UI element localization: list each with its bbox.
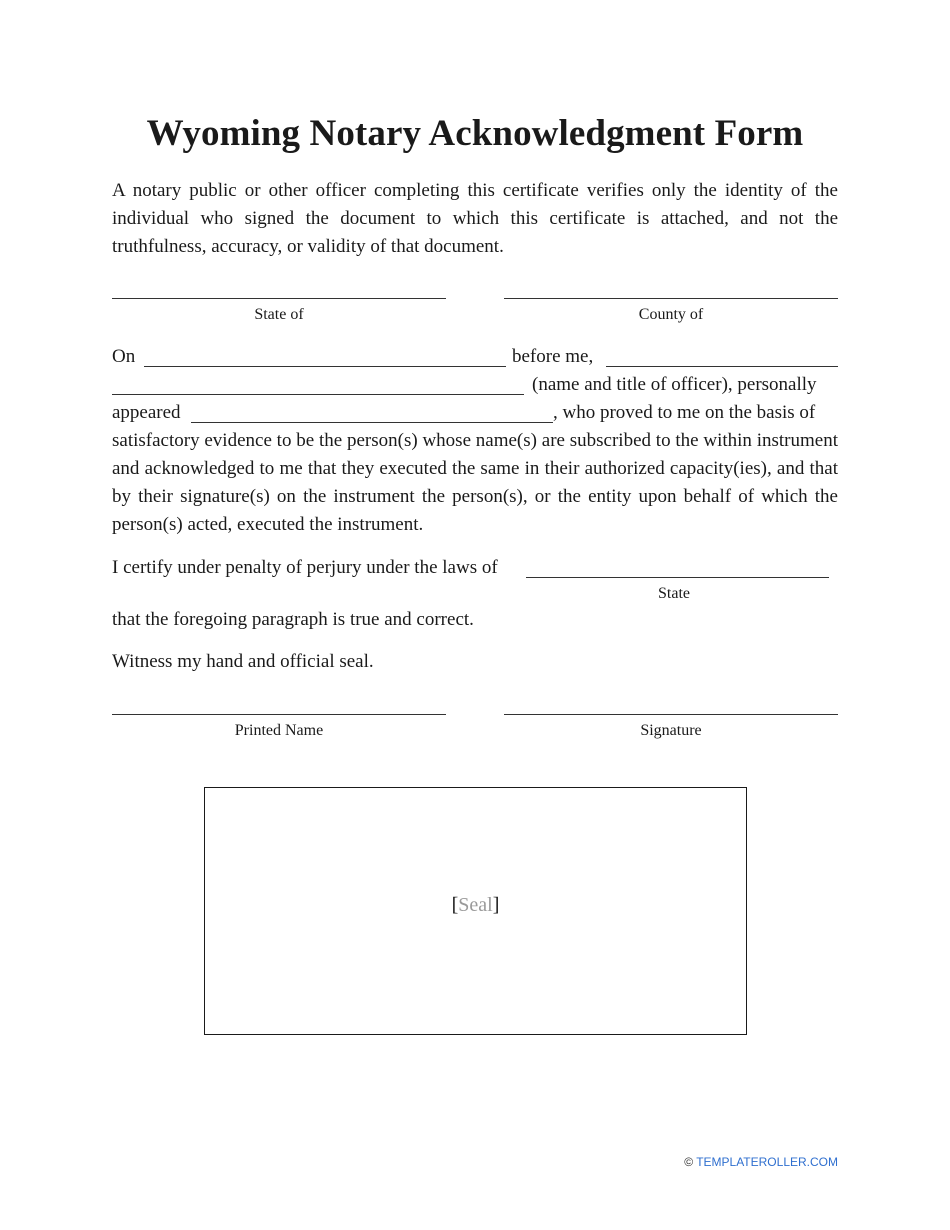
seal-open-bracket: [	[451, 894, 459, 916]
appeared-label: appeared	[112, 402, 181, 423]
signature-caption: Signature	[640, 722, 702, 739]
officer-blank-2[interactable]	[112, 394, 524, 395]
before-me-label: before me,	[512, 346, 594, 367]
templateroller-link[interactable]: TEMPLATEROLLER.COM	[696, 1155, 838, 1169]
seal-close-bracket: ]	[492, 894, 500, 916]
seal-word: Seal	[458, 894, 493, 916]
name-title-label: (name and title of officer), personally	[532, 374, 817, 395]
officer-blank-1[interactable]	[606, 366, 838, 367]
foregoing-statement: that the foregoing paragraph is true and correct.	[112, 609, 474, 630]
intro-paragraph: A notary public or other officer completing this certificate verifies only the identity of the individual who signed the document to which this certificate is attached, and not the truthfulness, accuracy, or validity of that document.	[112, 180, 838, 257]
certify-state-caption: State	[658, 585, 690, 602]
document-title: Wyoming Notary Acknowledgment Form	[146, 113, 804, 154]
certify-state-blank[interactable]	[526, 577, 829, 578]
signature-line[interactable]	[504, 714, 838, 715]
footer-credit	[684, 1155, 838, 1169]
state-of-caption: State of	[254, 306, 304, 323]
signer-name-blank[interactable]	[191, 422, 553, 423]
ack-line-1	[112, 343, 838, 371]
certify-statement: I certify under penalty of perjury under the laws of	[112, 557, 498, 578]
printed-name-caption: Printed Name	[234, 722, 324, 739]
copyright-icon: ©	[684, 1155, 694, 1169]
witness-statement: Witness my hand and official seal.	[112, 651, 374, 672]
ack-line-2	[112, 371, 838, 399]
ack-line-3	[112, 399, 838, 427]
proved-label: , who proved to me on the basis of	[553, 402, 816, 423]
acknowledgment-body: satisfactory evidence to be the person(s) whose name(s) are subscribed to the within instrument and acknowledged to me that they executed the same in their authorized capacity(ies), and that by their signature(s) on the instrument the person(s), or the entity upon behalf of which the person(s) acted, executed the instrument.	[112, 430, 838, 535]
state-of-line[interactable]	[112, 298, 446, 299]
county-of-line[interactable]	[504, 298, 838, 299]
on-label: On	[112, 346, 136, 367]
printed-name-line[interactable]	[112, 714, 446, 715]
county-of-caption: County of	[638, 306, 704, 323]
seal-placeholder	[205, 894, 746, 917]
date-blank[interactable]	[144, 366, 506, 367]
seal-box	[204, 787, 747, 1035]
